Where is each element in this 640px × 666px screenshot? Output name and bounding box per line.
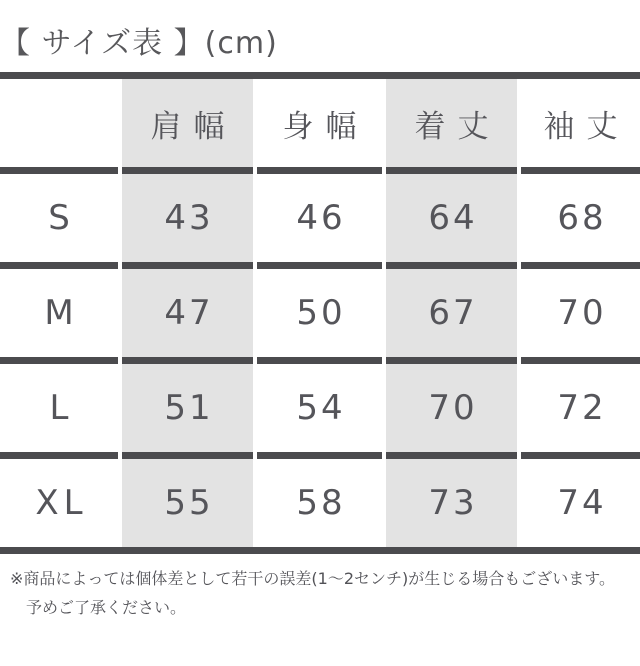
value-cell: 64	[386, 174, 517, 269]
table-row-m	[0, 269, 640, 364]
value-cell: 50	[257, 269, 382, 364]
size-chart-table	[0, 72, 640, 554]
size-label-cell: S	[0, 174, 118, 269]
table-row-xl	[0, 459, 640, 547]
header-cell-sleeve-length: 袖丈	[521, 79, 640, 174]
table-header-row	[0, 79, 640, 174]
value-cell: 68	[521, 174, 640, 269]
size-label-cell: L	[0, 364, 118, 459]
value-cell: 51	[122, 364, 253, 459]
value-cell: 70	[386, 364, 517, 459]
header-cell-body-width: 身幅	[257, 79, 382, 174]
value-cell: 73	[386, 459, 517, 547]
page-title: 【 サイズ表 】(cm)	[0, 26, 278, 61]
value-cell: 47	[122, 269, 253, 364]
size-label-cell: M	[0, 269, 118, 364]
value-cell: 54	[257, 364, 382, 459]
disclaimer-note	[0, 564, 640, 622]
value-cell: 74	[557, 483, 607, 523]
note-line-1: ※商品によっては個体差として若干の誤差(1〜2センチ)が生じる場合もございます。	[10, 569, 615, 588]
value-cell: 43	[122, 174, 253, 269]
table-row-s	[0, 174, 640, 269]
table-row-l	[0, 364, 640, 459]
header-cell-length: 着丈	[386, 79, 517, 174]
value-cell: 72	[521, 364, 640, 459]
header-cell-empty	[0, 79, 118, 174]
value-cell: 67	[386, 269, 517, 364]
value-cell: 46	[257, 174, 382, 269]
note-line-2: 予めご了承ください。	[26, 598, 187, 617]
header-cell-shoulder-width: 肩幅	[122, 79, 253, 174]
value-cell: 58	[296, 483, 346, 523]
size-label-cell: XL	[35, 483, 88, 523]
value-cell: 55	[122, 459, 253, 547]
value-cell: 70	[521, 269, 640, 364]
